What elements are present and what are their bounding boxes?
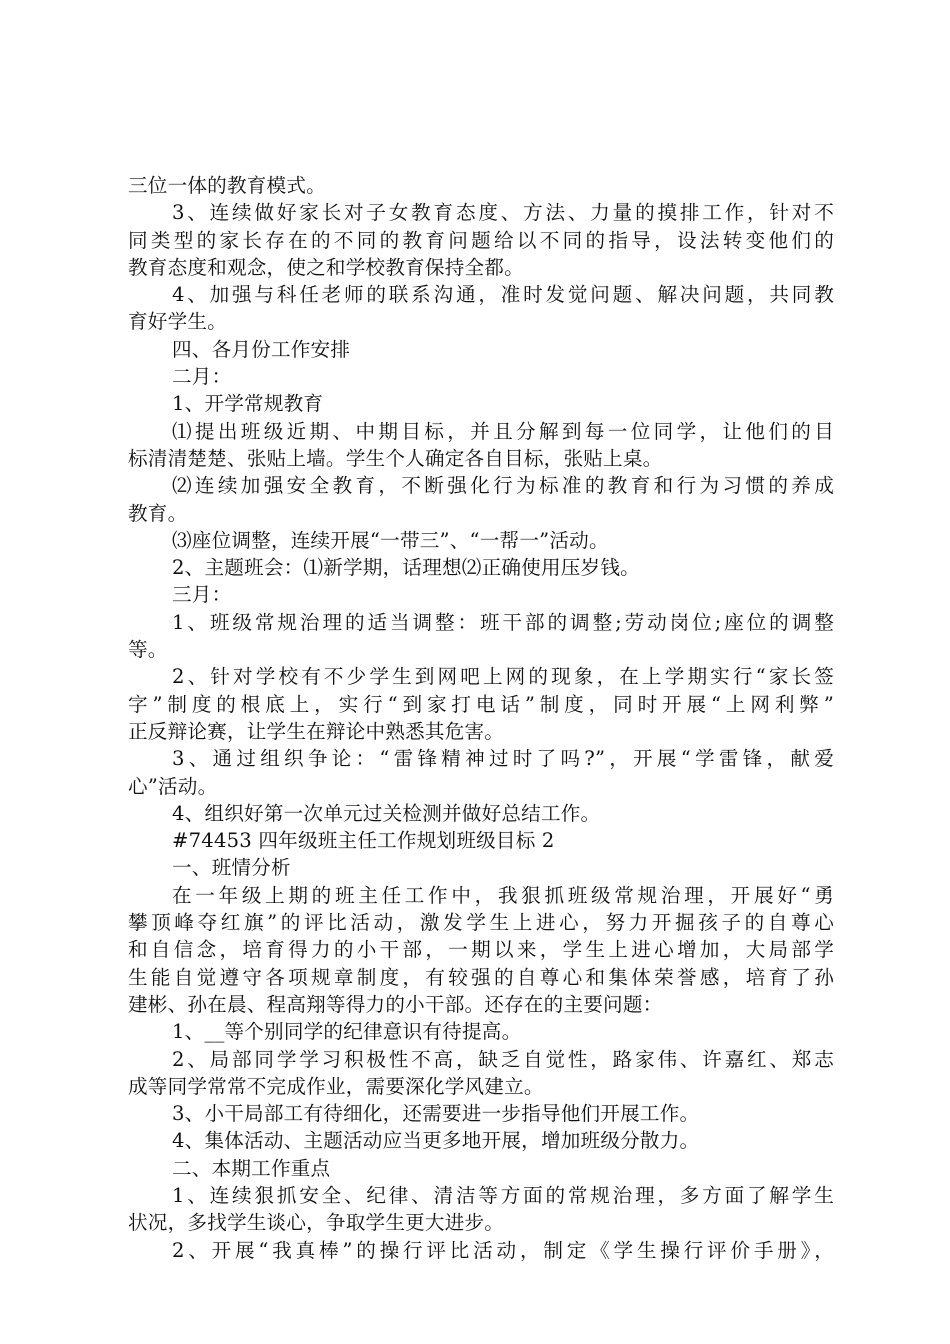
text-line: 3、通过组织争论：“雷锋精神过时了吗?”，开展“学雷锋，献爱	[172, 747, 834, 771]
text-line: 1、班级常规治理的适当调整：班干部的调整;劳动岗位;座位的调整	[172, 610, 834, 634]
text-line: 1、连续狠抓安全、纪律、清洁等方面的常规治理，多方面了解学生	[172, 1183, 834, 1207]
text-line: ⑴提出班级近期、中期目标，并且分解到每一位同学，让他们的目	[172, 419, 834, 443]
text-line: 三位一体的教育模式。	[128, 174, 326, 197]
text-line: 教育。	[128, 501, 188, 525]
text-line: 攀顶峰夺红旗”的评比活动，激发学生上进心，努力开掘孩子的自尊心	[128, 911, 834, 935]
text-line: 3、小干局部工有待细化，还需要进一步指导他们开展工作。	[172, 1102, 700, 1126]
text-line: 一、班情分析	[172, 856, 291, 880]
text-line: 建彬、孙在晨、程高翔等得力的小干部。还存在的主要问题：	[128, 992, 663, 1016]
text-line: 四、各月份工作安排	[172, 337, 351, 361]
document-page	[128, 172, 834, 1264]
text-line: 二、本期工作重点	[172, 1156, 331, 1180]
text-line: 4、组织好第一次单元过关检测并做好总结工作。	[172, 801, 601, 825]
text-line: 成等同学常常不完成作业，需要深化学风建立。	[128, 1074, 544, 1098]
text-line: 在一年级上期的班主任工作中，我狠抓班级常规治理，开展好“勇	[172, 883, 834, 907]
text-line: 等。	[128, 638, 168, 662]
text-line: 1、__等个别同学的纪律意识有待提高。	[172, 1020, 522, 1044]
text-line: 3、连续做好家长对子女教育态度、方法、力量的摸排工作，针对不	[172, 201, 834, 225]
text-line: 二月：	[172, 365, 232, 389]
text-line: ⑶座位调整，连续开展“一带三”、“一帮一”活动。	[172, 528, 609, 552]
text-line: 4、集体活动、主题活动应当更多地开展，增加班级分散力。	[172, 1129, 700, 1153]
text-line: 2、针对学校有不少学生到网吧上网的现象，在上学期实行“家长签	[172, 665, 834, 689]
text-line: 同类型的家长存在的不同的教育问题给以不同的指导，设法转变他们的	[128, 228, 834, 252]
text-line: 三月：	[172, 583, 232, 607]
text-line: ⑵连续加强安全教育，不断强化行为标准的教育和行为习惯的养成	[172, 474, 834, 498]
text-line: 1、开学常规教育	[172, 392, 324, 416]
text-line: 2、开展“我真棒”的操行评比活动，制定《学生操行评价手册》，	[172, 1238, 834, 1262]
text-line: 2、主题班会：⑴新学期，话理想⑵正确使用压岁钱。	[172, 556, 640, 580]
text-line: 心”活动。	[128, 774, 218, 798]
text-line: 育好学生。	[128, 310, 227, 334]
text-line: 正反辩论赛，让学生在辩论中熟悉其危害。	[128, 719, 505, 743]
text-line: 状况，多找学生谈心，争取学生更大进步。	[128, 1211, 505, 1235]
text-line: 生能自觉遵守各项规章制度，有较强的自尊心和集体荣誉感，培育了孙	[128, 965, 834, 989]
text-line: 2、局部同学学习积极性不高，缺乏自觉性，路家伟、许嘉红、郑志	[172, 1047, 834, 1071]
text-line: 标清清楚楚、张贴上墙。学生个人确定各自目标，张贴上桌。	[128, 446, 663, 470]
text-line: 教育态度和观念，使之和学校教育保持全都。	[128, 255, 524, 279]
text-line: 和自信念，培育得力的小干部，一期以来，学生上进心增加，大局部学	[128, 938, 834, 962]
text-line: 4、加强与科任老师的联系沟通，准时发觉问题、解决问题，共同教	[172, 283, 834, 307]
text-line: #74453 四年级班主任工作规划班级目标 2	[172, 829, 555, 853]
text-line: 字”制度的根底上，实行“到家打电话”制度，同时开展“上网利弊”	[128, 692, 834, 716]
